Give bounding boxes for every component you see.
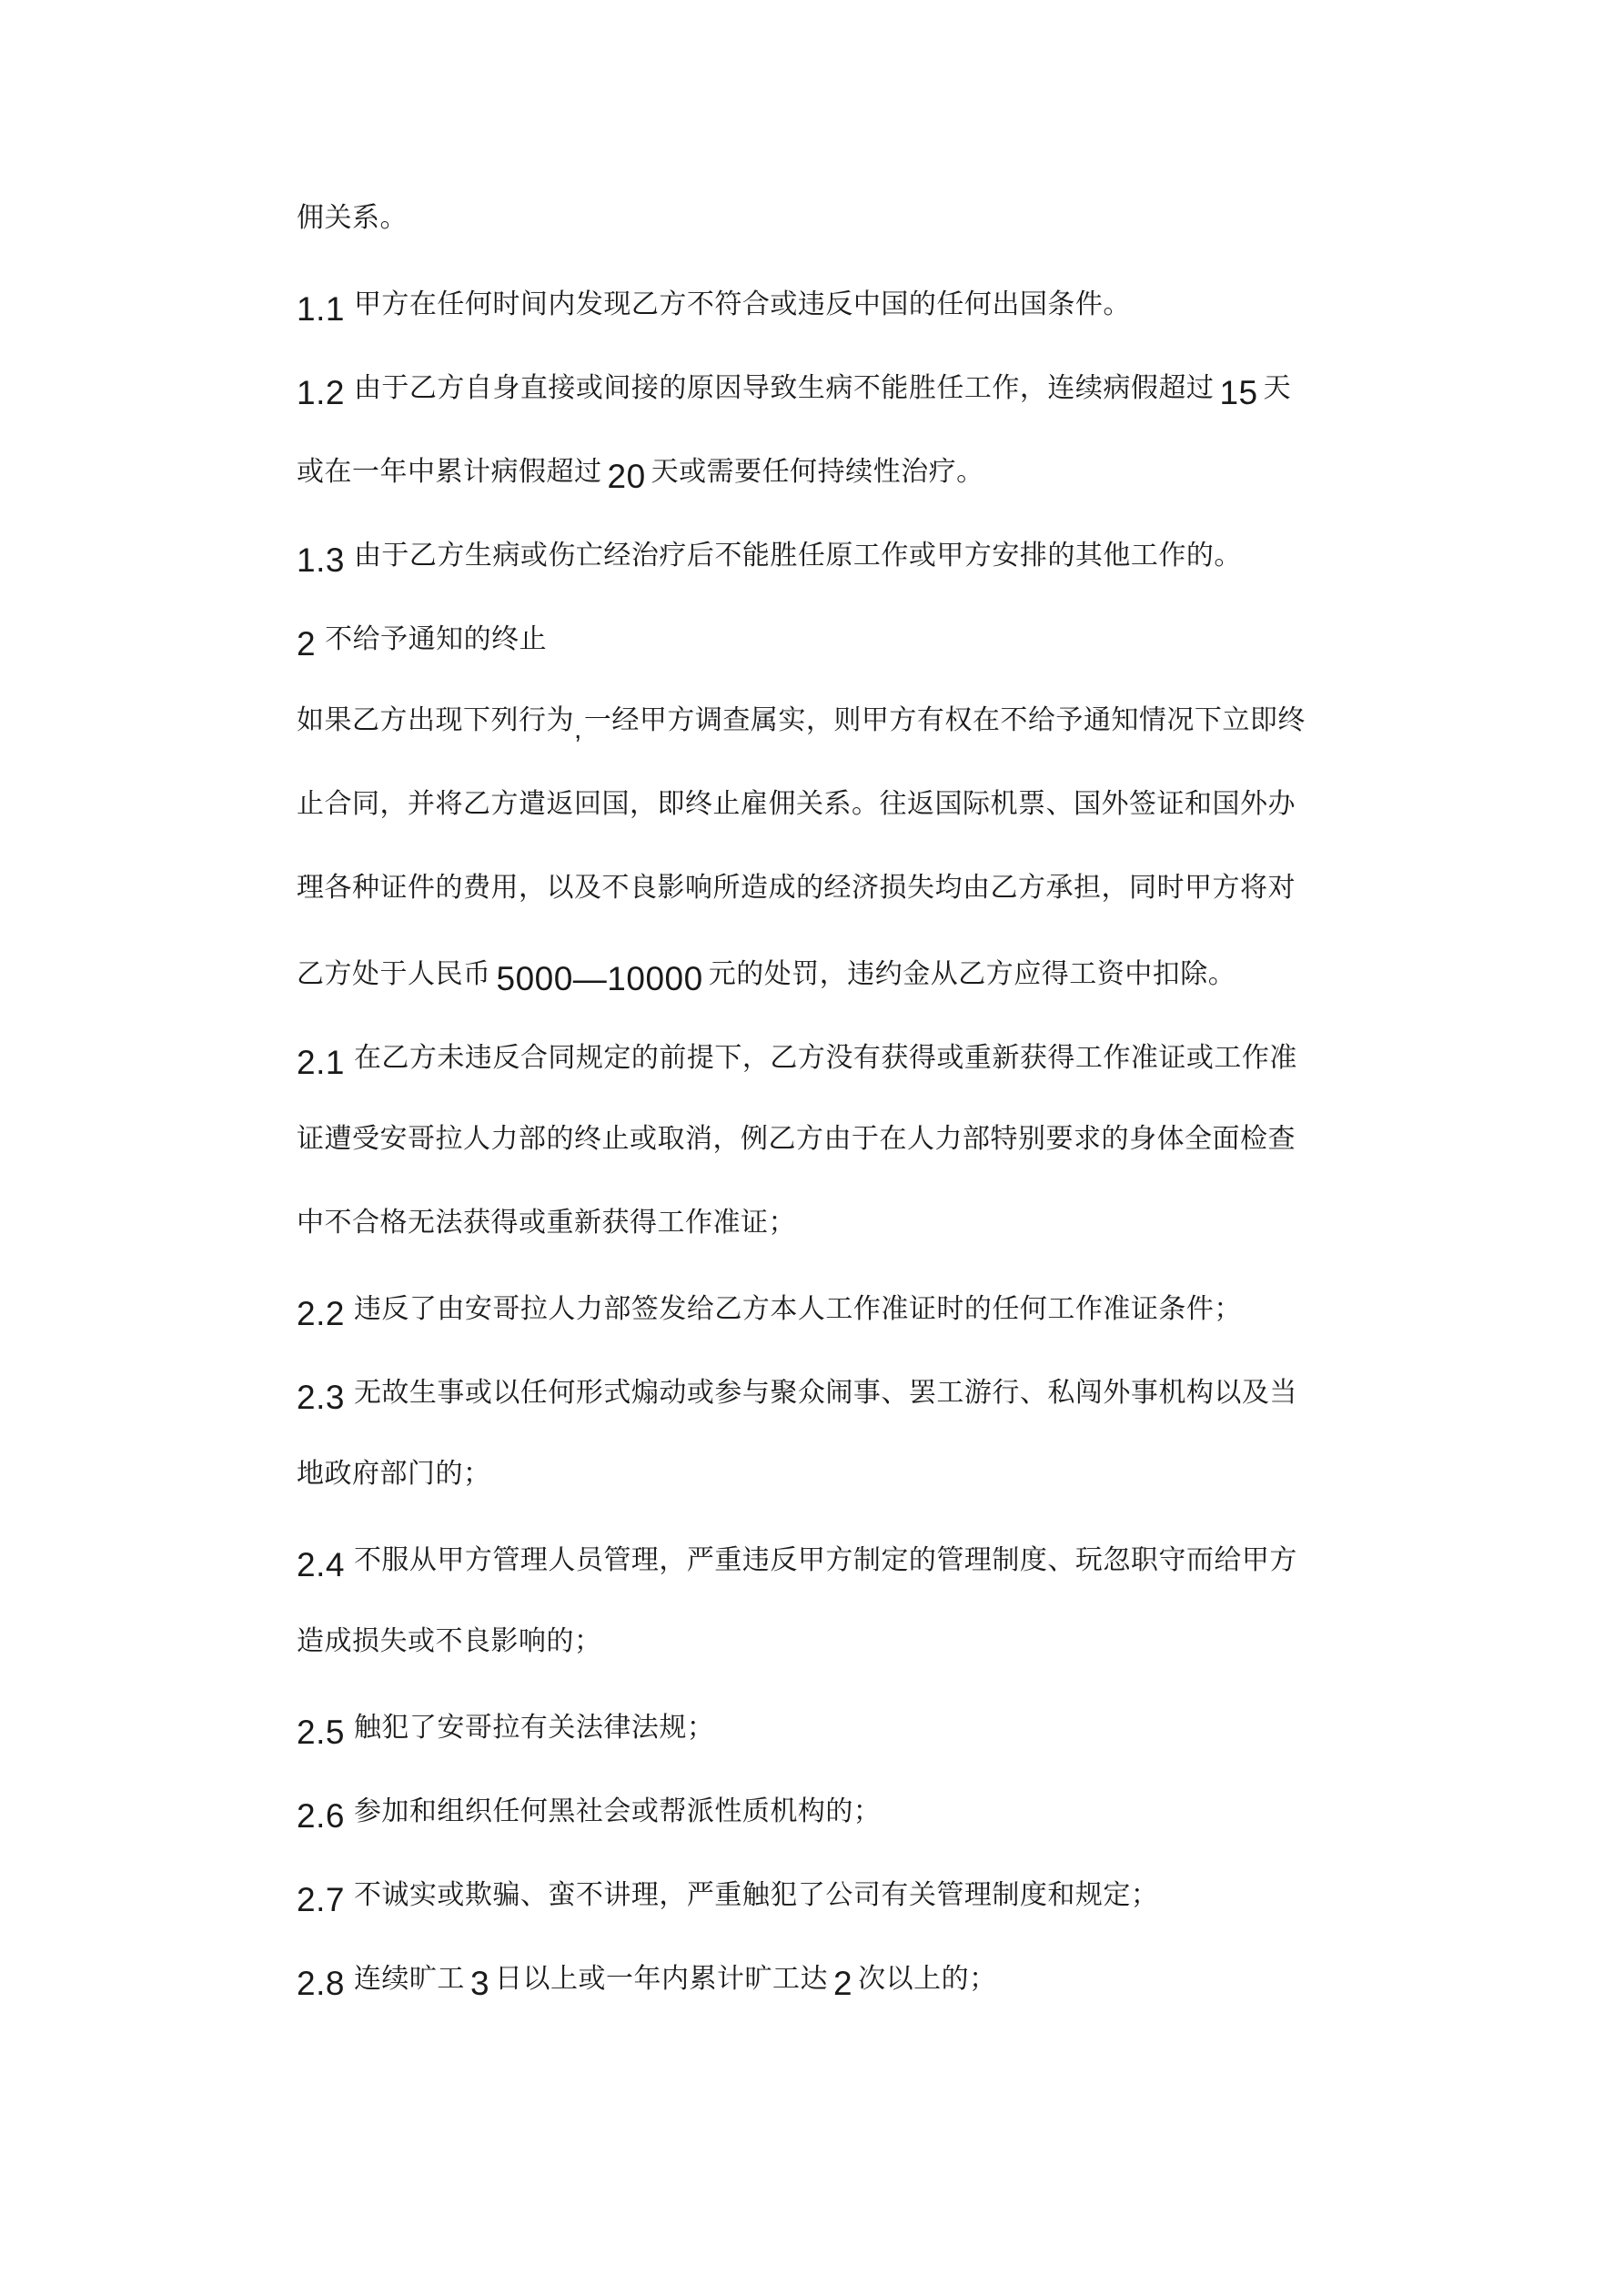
section-title: 不给予通知的终止	[325, 623, 548, 655]
paragraph-line	[297, 1442, 1379, 1526]
inline-number: 2	[833, 1965, 853, 2002]
paragraph-line	[297, 689, 1379, 773]
line-text: 由于乙方生病或伤亡经治疗后不能胜任原工作或甲方安排的其他工作的。	[353, 540, 1242, 571]
line-text: 违反了由安哥拉人力部签发给乙方本人工作准证时的任何工作准证条件；	[353, 1293, 1242, 1325]
clause-number: 1.1	[297, 290, 345, 328]
line-text: 佣关系。	[297, 202, 408, 234]
clause-2-7	[297, 1861, 1379, 1945]
paragraph-line	[297, 438, 1379, 521]
paragraph-line	[297, 940, 1379, 1024]
section-number: 2	[297, 625, 317, 663]
clause-2-2	[297, 1275, 1379, 1359]
inline-number: 15	[1219, 374, 1258, 411]
line-text: 乙方处于人民币	[297, 958, 491, 990]
penalty-amount: 5000—10000	[496, 960, 703, 997]
clause-1-2	[297, 354, 1379, 438]
clause-2-5	[297, 1694, 1379, 1777]
clause-number: 2.3	[297, 1379, 345, 1416]
paragraph-line	[297, 856, 1379, 940]
line-text: 证遭受安哥拉人力部的终止或取消，例乙方由于在人力部特别要求的身体全面检查	[297, 1123, 1296, 1155]
line-text: 止合同，并将乙方遣返回国，即终止雇佣关系。往返国际机票、国外签证和国外办	[297, 788, 1296, 820]
clause-number: 1.3	[297, 541, 345, 579]
clause-number: 2.2	[297, 1295, 345, 1332]
line-text: 元的处罚，违约金从乙方应得工资中扣除。	[708, 958, 1236, 990]
inline-number: 3	[469, 1965, 490, 2002]
line-text: 不诚实或欺骗、蛮不讲理，严重触犯了公司有关管理制度和规定；	[353, 1879, 1159, 1911]
line-text: 地政府部门的；	[297, 1458, 491, 1490]
inline-number: 20	[607, 458, 646, 495]
line-text: 或在一年中累计病假超过	[297, 456, 602, 488]
line-text: 甲方在任何时间内发现乙方不符合或违反中国的任何出国条件。	[353, 288, 1131, 320]
clause-number: 2.5	[297, 1714, 345, 1751]
clause-2-6	[297, 1777, 1379, 1861]
document-body	[297, 187, 1379, 2028]
line-text: 触犯了安哥拉有关法律法规；	[353, 1712, 715, 1744]
line-text: 如果乙方出现下列行为	[297, 704, 574, 736]
clause-2-3	[297, 1359, 1379, 1442]
clause-number: 2.4	[297, 1546, 345, 1583]
line-text: 造成损失或不良影响的；	[297, 1625, 602, 1657]
paragraph-line	[297, 187, 1379, 270]
line-text: 一经甲方调查属实，则甲方有权在不给予通知情况下立即终	[583, 704, 1306, 736]
line-text: 日以上或一年内累计旷工达	[495, 1963, 829, 1995]
line-text: 无故生事或以任何形式煽动或参与聚众闹事、罢工游行、私闯外事机构以及当	[353, 1377, 1297, 1409]
clause-number: 2.8	[297, 1965, 345, 2002]
line-text: 由于乙方自身直接或间接的原因导致生病不能胜任工作，连续病假超过	[353, 372, 1215, 404]
paragraph-line	[297, 773, 1379, 856]
line-text: 天	[1263, 372, 1292, 404]
clause-number: 2.1	[297, 1044, 345, 1081]
section-2-heading	[297, 605, 1379, 689]
clause-number: 2.7	[297, 1881, 345, 1918]
line-text: 不服从甲方管理人员管理，严重违反甲方制定的管理制度、玩忽职守而给甲方	[353, 1544, 1297, 1576]
line-text: 理各种证件的费用，以及不良影响所造成的经济损失均由乙方承担，同时甲方将对	[297, 872, 1296, 904]
line-text: 天或需要任何持续性治疗。	[651, 456, 984, 488]
clause-2-1	[297, 1024, 1379, 1108]
clause-number: 1.2	[297, 374, 345, 411]
line-text: 在乙方未违反合同规定的前提下，乙方没有获得或重新获得工作准证或工作准	[353, 1042, 1297, 1074]
line-text: 次以上的；	[858, 1963, 997, 1995]
clause-2-8	[297, 1945, 1379, 2028]
paragraph-line	[297, 1191, 1379, 1275]
clause-number: 2.6	[297, 1797, 345, 1835]
clause-1-1	[297, 270, 1379, 354]
paragraph-line	[297, 1108, 1379, 1191]
clause-2-4	[297, 1526, 1379, 1610]
comma-mark: ,	[574, 714, 582, 744]
line-text: 参加和组织任何黑社会或帮派性质机构的；	[353, 1795, 882, 1827]
paragraph-line	[297, 1610, 1379, 1694]
line-text: 中不合格无法获得或重新获得工作准证；	[297, 1207, 796, 1239]
clause-1-3	[297, 521, 1379, 605]
line-text: 连续旷工	[353, 1963, 465, 1995]
